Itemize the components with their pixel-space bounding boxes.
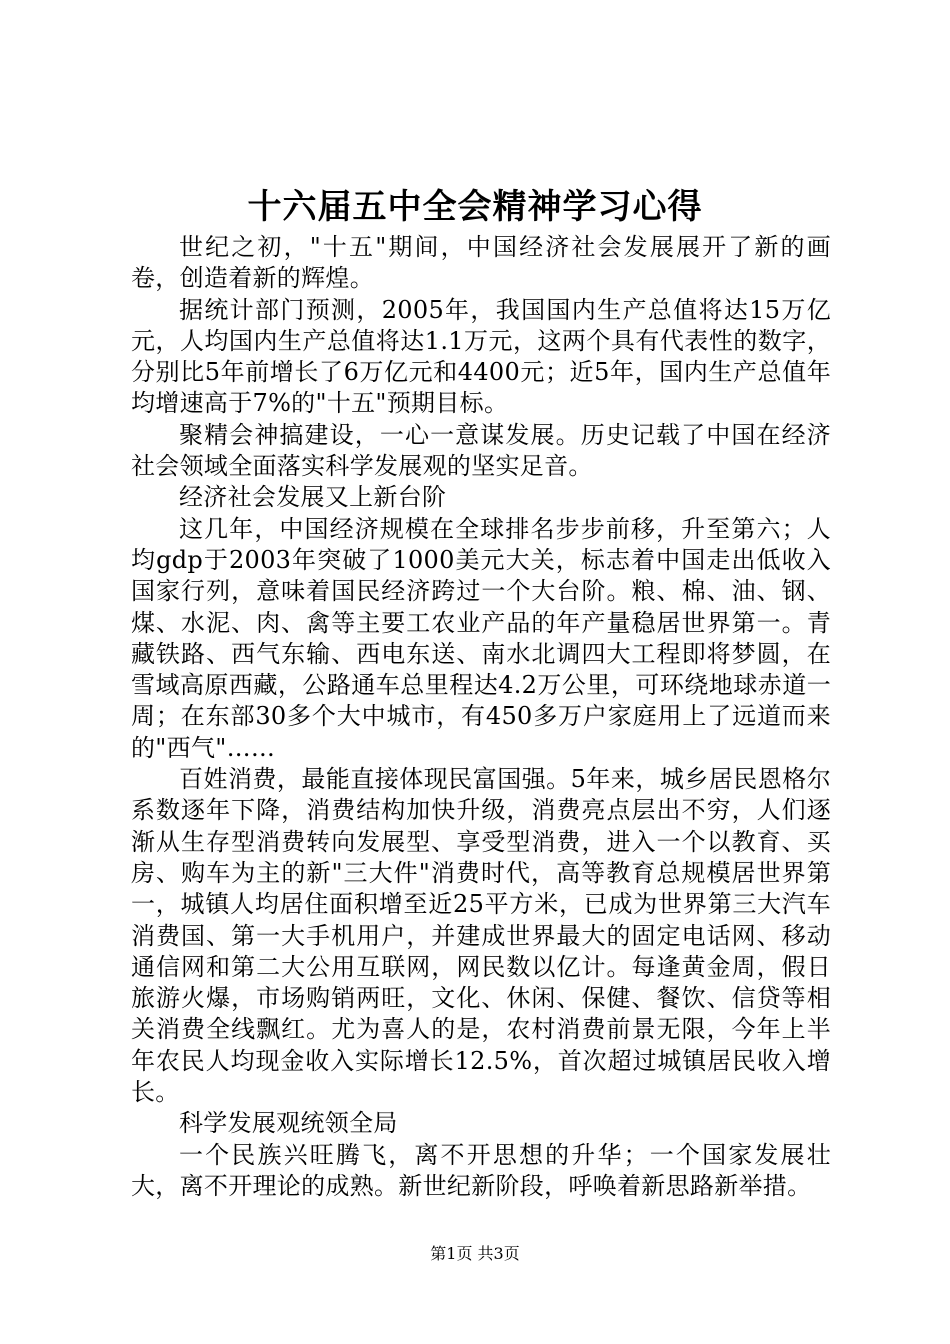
- page-number-footer: 第1页 共3页: [430, 1244, 520, 1263]
- paragraph: 据统计部门预测，2005年，我国国内生产总值将达15万亿元，人均国内生产总值将达1.1万元，这两个具有代表性的数字，分别比5年前增长了6万亿元和4400元；近5年，国内生产总值年均增速高于7%的"十五"预期目标。: [131, 295, 831, 418]
- section-heading: 科学发展观统领全局: [179, 1109, 398, 1138]
- paragraph: 聚精会神搞建设，一心一意谋发展。历史记载了中国在经济社会领域全面落实科学发展观的坚实足音。: [131, 420, 831, 481]
- paragraph: 一个民族兴旺腾飞，离不开思想的升华；一个国家发展壮大，离不开理论的成熟。新世纪新阶段，呼唤着新思路新举措。: [131, 1140, 831, 1200]
- section-heading: 经济社会发展又上新台阶: [179, 483, 447, 512]
- document-body: [131, 232, 831, 1202]
- paragraph: 世纪之初，"十五"期间，中国经济社会发展展开了新的画卷，创造着新的辉煌。: [131, 233, 831, 293]
- document-title: 十六届五中全会精神学习心得: [247, 187, 703, 227]
- paragraph: 百姓消费，最能直接体现民富国强。5年来，城乡居民恩格尔系数逐年下降，消费结构加快升级，消费亮点层出不穷，人们逐渐从生存型消费转向发展型、享受型消费，进入一个以教育、买房、购车为主的新"三大件"消费时代，高等教育总规模居世界第一，城镇人均居住面积增至近25平方米，已成为世界第三大汽车消费国、第一大手机用户，并建成世界最大的固定电话网、移动通信网和第二大公用互联网，网民数以亿计。每逢黄金周，假日旅游火爆，市场购销两旺，文化、休闲、保健、餐饮、信贷等相关消费全线飘红。尤为喜人的是，农村消费前景无限，今年上半年农民人均现金收入实际增长12.5%，首次超过城镇居民收入增长。: [131, 765, 831, 1107]
- paragraph: 这几年，中国经济规模在全球排名步步前移，升至第六；人均gdp于2003年突破了1000美元大关，标志着中国走出低收入国家行列，意味着国民经济跨过一个大台阶。粮、棉、油、钢、煤、水泥、肉、禽等主要工农业产品的年产量稳居世界第一。青藏铁路、西气东输、西电东送、南水北调四大工程即将梦圆，在雪域高原西藏，公路通车总里程达4.2万公里，可环绕地球赤道一周；在东部30多个大中城市，有450多万户家庭用上了远道而来的"西气"……: [131, 514, 831, 762]
